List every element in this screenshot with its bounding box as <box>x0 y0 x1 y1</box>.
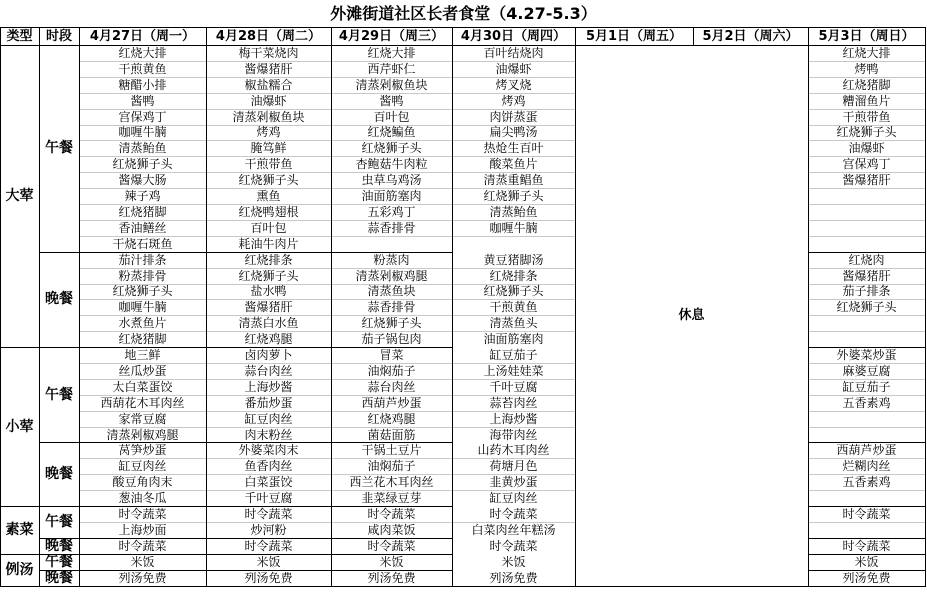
menu-item: 蒜台肉丝 <box>244 363 293 378</box>
grid-line <box>39 27 40 587</box>
menu-item: 油爆虾 <box>848 141 885 156</box>
grid-line <box>0 27 926 28</box>
menu-item: 椒盐糯合 <box>244 77 293 92</box>
menu-item: 红烧鳊鱼 <box>367 125 416 140</box>
period-label: 午餐 <box>45 386 73 403</box>
menu-item: 红烧大排 <box>842 45 891 60</box>
menu-item: 酸菜鱼片 <box>489 157 538 172</box>
menu-item: 清蒸鲐鱼 <box>118 141 167 156</box>
header-period: 时段 <box>45 28 72 44</box>
grid-line <box>808 315 926 316</box>
header-day: 4月27日（周一） <box>89 28 196 44</box>
menu-item: 山药木耳肉丝 <box>477 443 550 458</box>
menu-item: 红烧大排 <box>367 45 416 60</box>
grid-line <box>808 427 926 428</box>
menu-item: 干煎带鱼 <box>842 109 891 124</box>
menu-item: 上海炒酱 <box>489 411 538 426</box>
menu-item: 烤鸡 <box>256 125 281 140</box>
menu-item: 外婆菜肉末 <box>238 443 299 458</box>
menu-item: 时令蔬菜 <box>842 538 891 553</box>
menu-item: 红烧猪脚 <box>118 332 167 347</box>
menu-item: 海带肉丝 <box>489 427 538 442</box>
menu-item: 红烧猪脚 <box>842 77 891 92</box>
menu-item: 肉末粉丝 <box>244 427 293 442</box>
menu-item: 缸豆肉丝 <box>118 459 167 474</box>
menu-item: 白菜肉丝年糕汤 <box>471 522 556 537</box>
period-label: 午餐 <box>45 553 73 570</box>
grid-line <box>331 236 453 237</box>
grid-line <box>0 45 926 46</box>
menu-item: 清蒸重鲳鱼 <box>483 173 544 188</box>
menu-item: 米饭 <box>501 554 526 569</box>
menu-item: 蒜台肉丝 <box>367 379 416 394</box>
menu-item: 酱爆大肠 <box>118 173 167 188</box>
menu-item: 时令蔬菜 <box>118 538 167 553</box>
menu-item: 五香素鸡 <box>842 475 891 490</box>
menu-item: 香油鳝丝 <box>118 220 167 235</box>
menu-item: 腌笃鲜 <box>250 141 287 156</box>
grid-line <box>808 220 926 221</box>
menu-item: 虫草乌鸡汤 <box>361 173 422 188</box>
menu-item: 红烧大排 <box>118 45 167 60</box>
menu-item: 时令蔬菜 <box>367 507 416 522</box>
menu-item: 红烧狮子头 <box>483 284 544 299</box>
menu-item: 缸豆肉丝 <box>489 491 538 506</box>
header-day: 4月30日（周四） <box>460 28 567 44</box>
menu-item: 清蒸鱼块 <box>367 284 416 299</box>
menu-item: 盐水鸭 <box>250 284 287 299</box>
header-type: 类型 <box>6 28 33 44</box>
grid-line <box>206 27 207 587</box>
grid-line <box>79 27 80 587</box>
grid-line <box>808 331 926 332</box>
grid-line <box>808 522 926 523</box>
period-label: 晚餐 <box>45 537 73 554</box>
menu-item: 干煎黄鱼 <box>118 61 167 76</box>
grid-line <box>0 586 453 587</box>
menu-item: 上海炒酱 <box>244 379 293 394</box>
menu-item: 白菜蛋饺 <box>244 475 293 490</box>
grid-line <box>331 27 332 587</box>
grid-line <box>808 586 926 587</box>
menu-item: 耗油牛肉片 <box>238 236 299 251</box>
menu-item: 红烧狮子头 <box>112 157 173 172</box>
menu-item: 糖醋小排 <box>118 77 167 92</box>
menu-item: 辣子鸡 <box>124 189 161 204</box>
period-label: 晚餐 <box>45 291 73 308</box>
menu-item: 家常豆腐 <box>118 411 167 426</box>
menu-item: 红烧狮子头 <box>361 316 422 331</box>
menu-item: 米饭 <box>130 554 155 569</box>
menu-item: 清蒸剁椒鸡腿 <box>355 268 428 283</box>
menu-item: 熏鱼 <box>256 189 281 204</box>
menu-item: 西葫芦炒蛋 <box>361 395 422 410</box>
menu-item: 红烧狮子头 <box>238 173 299 188</box>
menu-item: 油焖茄子 <box>367 459 416 474</box>
menu-item: 红烧狮子头 <box>836 300 897 315</box>
menu-item: 梅干菜烧肉 <box>238 45 299 60</box>
grid-line <box>575 27 576 587</box>
menu-item: 韭菜绿豆芽 <box>361 491 422 506</box>
menu-item: 百叶包 <box>250 220 287 235</box>
menu-item: 时令蔬菜 <box>118 507 167 522</box>
menu-item: 列汤免费 <box>118 570 167 585</box>
menu-item: 干煎带鱼 <box>244 157 293 172</box>
menu-item: 宫保鸡丁 <box>118 109 167 124</box>
menu-item: 红烧肉 <box>848 252 885 267</box>
menu-item: 红烧排条 <box>489 268 538 283</box>
header-day: 4月29日（周三） <box>338 28 445 44</box>
menu-item: 杏鲍菇牛肉粒 <box>355 157 428 172</box>
grid-line <box>808 236 926 237</box>
menu-item: 地三鲜 <box>124 348 161 363</box>
menu-item: 红烧排条 <box>244 252 293 267</box>
menu-item: 肉饼蒸蛋 <box>489 109 538 124</box>
type-label: 小荤 <box>5 418 34 435</box>
menu-item: 缸豆茄子 <box>842 379 891 394</box>
menu-item: 外婆菜炒蛋 <box>836 348 897 363</box>
menu-item: 西葫芦炒蛋 <box>836 443 897 458</box>
menu-item: 蒜苔肉丝 <box>489 395 538 410</box>
menu-item: 时令蔬菜 <box>489 507 538 522</box>
menu-item: 糟溜鱼片 <box>842 93 891 108</box>
menu-item: 酱爆猪肝 <box>842 173 891 188</box>
menu-item: 米饭 <box>854 554 879 569</box>
grid-line <box>452 236 576 237</box>
menu-item: 五香素鸡 <box>842 395 891 410</box>
menu-item: 列汤免费 <box>367 570 416 585</box>
menu-item: 麻婆豆腐 <box>842 363 891 378</box>
menu-item: 缸豆肉丝 <box>244 411 293 426</box>
menu-item: 百叶结烧肉 <box>483 45 544 60</box>
grid-line <box>925 27 926 587</box>
menu-item: 茄汁排条 <box>118 252 167 267</box>
sheet-title: 外滩街道社区长者食堂（4.27-5.3） <box>330 3 597 23</box>
menu-item: 太白菜蛋饺 <box>112 379 173 394</box>
menu-item: 红烧狮子头 <box>836 125 897 140</box>
grid-line <box>0 27 1 587</box>
menu-item: 千叶豆腐 <box>489 379 538 394</box>
menu-item: 时令蔬菜 <box>842 507 891 522</box>
menu-item: 咖喱牛腩 <box>118 300 167 315</box>
menu-item: 葱油冬瓜 <box>118 491 167 506</box>
menu-item: 蒜香排骨 <box>367 220 416 235</box>
menu-item: 红烧狮子头 <box>112 284 173 299</box>
menu-item: 油焖茄子 <box>367 363 416 378</box>
menu-item: 酱爆猪肝 <box>842 268 891 283</box>
menu-item: 西葫花木耳肉丝 <box>100 395 185 410</box>
menu-item: 黄豆猪脚汤 <box>483 252 544 267</box>
grid-line <box>808 490 926 491</box>
menu-item: 清蒸鱼头 <box>489 316 538 331</box>
type-label: 大荤 <box>5 188 34 205</box>
menu-item: 上汤娃娃菜 <box>483 363 544 378</box>
menu-item: 时令蔬菜 <box>489 538 538 553</box>
menu-item: 清蒸剁椒鸡腿 <box>106 427 179 442</box>
menu-item: 酱爆猪肝 <box>244 61 293 76</box>
header-day: 5月1日（周五） <box>585 28 683 44</box>
menu-item: 时令蔬菜 <box>244 507 293 522</box>
menu-item: 列汤免费 <box>489 570 538 585</box>
grid-line <box>808 27 809 587</box>
menu-item: 韭黄炒蛋 <box>489 475 538 490</box>
menu-item: 宫保鸡丁 <box>842 157 891 172</box>
menu-item: 红烧猪脚 <box>118 204 167 219</box>
menu-item: 五彩鸡丁 <box>367 204 416 219</box>
menu-item: 红烧狮子头 <box>238 268 299 283</box>
rest-label: 休息 <box>678 307 705 323</box>
menu-item: 红烧狮子头 <box>361 141 422 156</box>
menu-item: 烤鸭 <box>854 61 879 76</box>
menu-item: 烂糊肉丝 <box>842 459 891 474</box>
menu-item: 油面筋塞肉 <box>361 189 422 204</box>
menu-item: 西芹虾仁 <box>367 61 416 76</box>
menu-item: 酱鸭 <box>379 93 404 108</box>
menu-item: 烤叉烧 <box>495 77 532 92</box>
menu-item: 鱼香肉丝 <box>244 459 293 474</box>
menu-item: 米饭 <box>256 554 281 569</box>
menu-item: 茄子排条 <box>842 284 891 299</box>
menu-item: 卤肉萝卜 <box>244 348 293 363</box>
menu-item: 列汤免费 <box>244 570 293 585</box>
menu-item: 列汤免费 <box>842 570 891 585</box>
header-day: 5月2日（周六） <box>702 28 799 44</box>
grid-line <box>808 204 926 205</box>
menu-item: 红烧鸡腿 <box>244 332 293 347</box>
grid-line <box>808 411 926 412</box>
menu-item: 百叶包 <box>373 109 410 124</box>
menu-item: 茄子锅包肉 <box>361 332 422 347</box>
menu-item: 时令蔬菜 <box>367 538 416 553</box>
menu-item: 菌菇面筋 <box>367 427 416 442</box>
menu-item: 酱鸭 <box>130 93 155 108</box>
menu-item: 炒河粉 <box>250 522 287 537</box>
period-label: 晚餐 <box>45 569 73 586</box>
menu-item: 酸豆角肉末 <box>112 475 173 490</box>
menu-item: 油爆虾 <box>250 93 287 108</box>
menu-item: 酱爆猪肝 <box>244 300 293 315</box>
menu-item: 干锅土豆片 <box>361 443 422 458</box>
menu-item: 西兰花木耳肉丝 <box>349 475 434 490</box>
menu-item: 红烧鸭翅根 <box>238 204 299 219</box>
menu-item: 干烧石斑鱼 <box>112 236 173 251</box>
menu-item: 米饭 <box>379 554 404 569</box>
header-day: 5月3日（周日） <box>818 28 915 44</box>
period-label: 午餐 <box>45 513 73 530</box>
menu-item: 时令蔬菜 <box>244 538 293 553</box>
header-day: 4月28日（周二） <box>215 28 322 44</box>
grid-line <box>693 27 694 45</box>
menu-item: 粉蒸排骨 <box>118 268 167 283</box>
menu-item: 油爆虾 <box>495 61 532 76</box>
menu-item: 清蒸剁椒鱼块 <box>355 77 428 92</box>
menu-item: 蒜香排骨 <box>367 300 416 315</box>
menu-item: 清蒸白水鱼 <box>238 316 299 331</box>
menu-item: 干煎黄鱼 <box>489 300 538 315</box>
menu-item: 缸豆茄子 <box>489 348 538 363</box>
menu-item: 粉蒸肉 <box>373 252 410 267</box>
grid-line <box>452 27 453 587</box>
grid-line <box>808 188 926 189</box>
menu-item: 番茄炒蛋 <box>244 395 293 410</box>
menu-item: 扁尖鸭汤 <box>489 125 538 140</box>
menu-item: 丝瓜炒蛋 <box>118 363 167 378</box>
menu-item: 清蒸剁椒鱼块 <box>232 109 305 124</box>
menu-item: 烤鸡 <box>501 93 526 108</box>
menu-item: 热炝生百叶 <box>483 141 544 156</box>
type-label: 例汤 <box>5 561 34 578</box>
period-label: 午餐 <box>45 140 73 157</box>
menu-item: 红烧狮子头 <box>483 189 544 204</box>
menu-item: 莴笋炒蛋 <box>118 443 167 458</box>
menu-item: 荷塘月色 <box>489 459 538 474</box>
period-label: 晚餐 <box>45 466 73 483</box>
menu-item: 上海炒面 <box>118 522 167 537</box>
menu-item: 水煮鱼片 <box>118 316 167 331</box>
grid-line <box>452 586 809 587</box>
menu-item: 油面筋塞肉 <box>483 332 544 347</box>
menu-item: 冒菜 <box>379 348 404 363</box>
menu-item: 红烧鸡腿 <box>367 411 416 426</box>
type-label: 素菜 <box>5 521 34 538</box>
menu-item: 清蒸鲐鱼 <box>489 204 538 219</box>
menu-item: 咖喱牛腩 <box>118 125 167 140</box>
menu-item: 千叶豆腐 <box>244 491 293 506</box>
menu-item: 咸肉菜饭 <box>367 522 416 537</box>
menu-item: 咖喱牛腩 <box>489 220 538 235</box>
